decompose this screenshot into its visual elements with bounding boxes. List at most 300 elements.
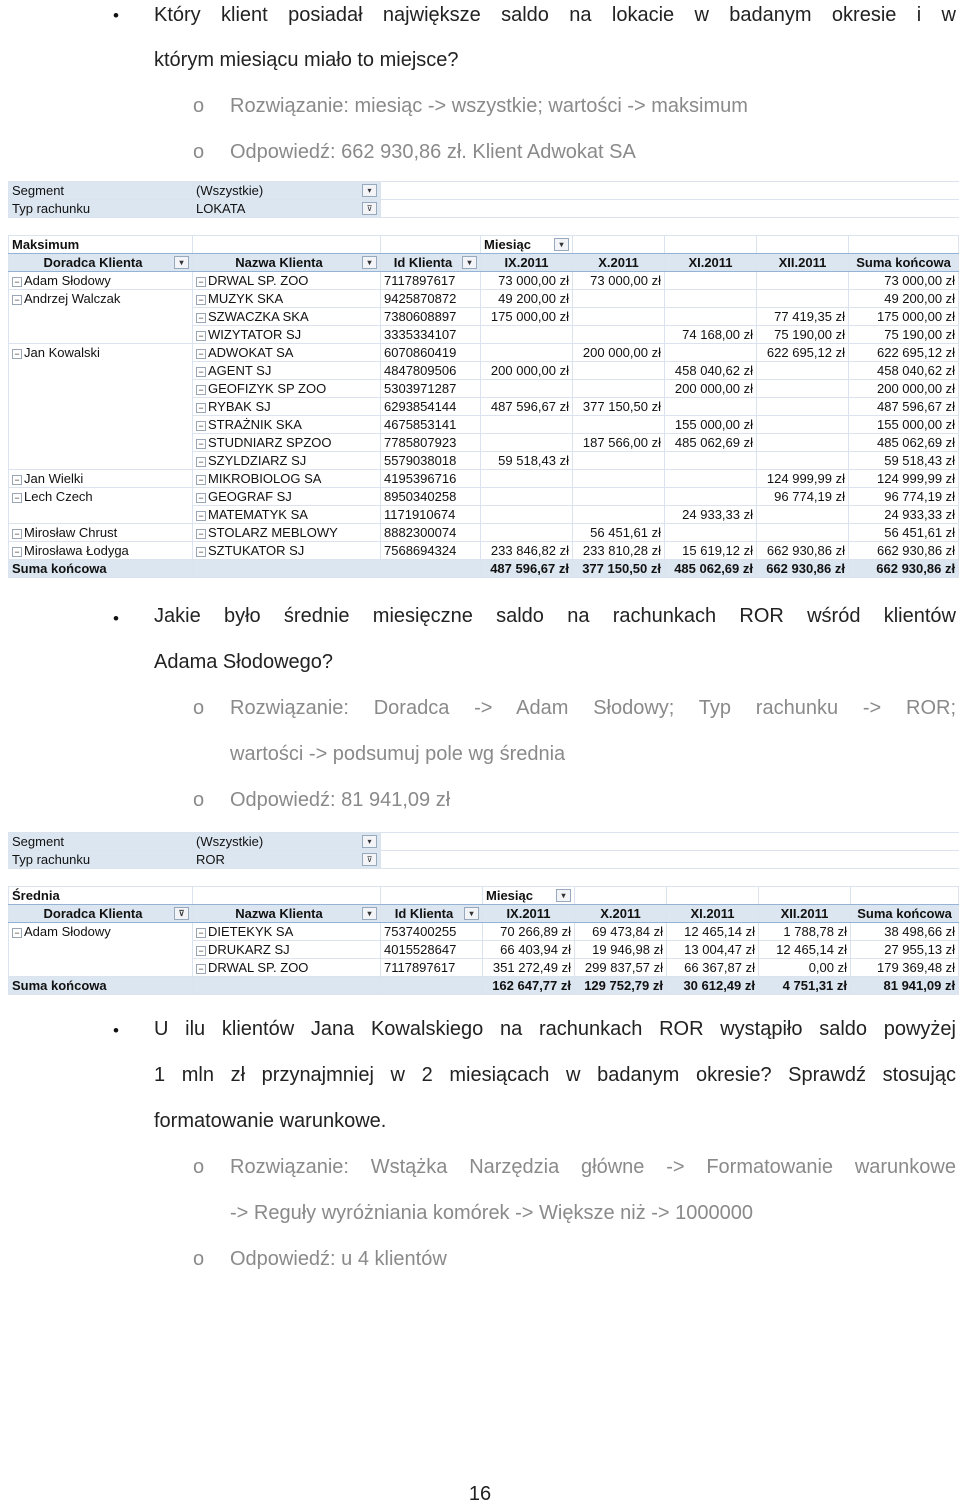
value-cell bbox=[665, 272, 757, 290]
value-cell bbox=[757, 362, 849, 380]
collapse-icon[interactable]: − bbox=[196, 928, 206, 938]
advisor-cell bbox=[9, 398, 193, 416]
client-cell bbox=[193, 923, 381, 941]
grand-total-cell: 56 451,61 zł bbox=[849, 524, 959, 542]
client-name: WIZYTATOR SJ bbox=[208, 327, 302, 342]
question-3-solution-line-1: Rozwiązanie: Wstążka Narzędzia główne -> Formatowanie warunkowe bbox=[230, 1156, 956, 1178]
question-1-answer: Odpowiedź: 662 930,86 zł. Klient Adwokat SA bbox=[230, 141, 636, 163]
value-cell bbox=[573, 362, 665, 380]
column-header-label: Suma końcowa bbox=[856, 255, 951, 270]
column-header-label: Nazwa Klienta bbox=[235, 255, 323, 270]
value-cell bbox=[573, 416, 665, 434]
grand-total-cell: 75 190,00 zł bbox=[849, 326, 959, 344]
grand-total-cell: 200 000,00 zł bbox=[849, 380, 959, 398]
value-cell bbox=[481, 470, 573, 488]
value-cell bbox=[665, 398, 757, 416]
value-cell: 124 999,99 zł bbox=[757, 470, 849, 488]
value-cell: 12 465,14 zł bbox=[759, 941, 851, 959]
column-field[interactable] bbox=[483, 887, 575, 905]
column-header-label: XII.2011 bbox=[780, 906, 829, 921]
collapse-icon[interactable]: − bbox=[196, 964, 206, 974]
column-header-label: IX.2011 bbox=[504, 255, 549, 270]
column-header bbox=[573, 254, 665, 272]
table-row bbox=[9, 416, 959, 434]
client-name: RYBAK SJ bbox=[208, 399, 271, 414]
table-row bbox=[9, 959, 959, 977]
column-header bbox=[575, 905, 667, 923]
value-cell bbox=[573, 290, 665, 308]
table-row bbox=[9, 362, 959, 380]
value-cell: 66 403,94 zł bbox=[483, 941, 575, 959]
grand-total-cell: 622 695,12 zł bbox=[849, 344, 959, 362]
value-cell bbox=[665, 524, 757, 542]
value-cell: 200 000,00 zł bbox=[481, 362, 573, 380]
table-row bbox=[9, 488, 959, 506]
collapse-icon[interactable]: − bbox=[196, 421, 206, 431]
table-row bbox=[9, 452, 959, 470]
value-cell bbox=[573, 470, 665, 488]
collapse-icon[interactable]: − bbox=[196, 946, 206, 956]
column-header-label: IX.2011 bbox=[506, 906, 551, 921]
total-value: 377 150,50 zł bbox=[573, 560, 665, 578]
value-cell: 74 168,00 zł bbox=[665, 326, 757, 344]
column-header[interactable] bbox=[193, 905, 381, 923]
filter-label: Segment bbox=[9, 833, 193, 851]
filter-value-text: (Wszystkie) bbox=[196, 183, 264, 198]
filter-icon[interactable]: ⊽ bbox=[174, 907, 189, 920]
measure-label: Maksimum bbox=[9, 236, 193, 254]
client-id: 5579038018 bbox=[381, 452, 481, 470]
value-cell bbox=[573, 452, 665, 470]
column-header[interactable] bbox=[9, 254, 193, 272]
value-cell bbox=[665, 344, 757, 362]
client-id: 5303971287 bbox=[381, 380, 481, 398]
table-row bbox=[9, 344, 959, 362]
advisor-name: Adam Słodowy bbox=[24, 273, 111, 288]
dropdown-icon[interactable]: ▾ bbox=[362, 907, 377, 920]
client-id: 8882300074 bbox=[381, 524, 481, 542]
grand-total-cell: 49 200,00 zł bbox=[849, 290, 959, 308]
value-cell: 175 000,00 zł bbox=[481, 308, 573, 326]
table-row bbox=[9, 506, 959, 524]
value-cell: 12 465,14 zł bbox=[667, 923, 759, 941]
dropdown-icon[interactable]: ▾ bbox=[556, 889, 571, 902]
sub-bullet-icon: o bbox=[193, 1156, 205, 1178]
column-header-label: X.2011 bbox=[598, 255, 639, 270]
advisor-cell bbox=[9, 308, 193, 326]
client-name: MUZYK SKA bbox=[208, 291, 284, 306]
advisor-cell bbox=[9, 326, 193, 344]
column-header-label: Id Klienta bbox=[393, 255, 453, 270]
advisor-cell bbox=[9, 434, 193, 452]
value-cell: 96 774,19 zł bbox=[757, 488, 849, 506]
value-cell: 13 004,47 zł bbox=[667, 941, 759, 959]
value-cell bbox=[665, 488, 757, 506]
sub-bullet-icon: o bbox=[193, 95, 205, 117]
column-header[interactable] bbox=[381, 254, 481, 272]
client-name: DRUKARZ SJ bbox=[208, 942, 290, 957]
client-id: 4015528647 bbox=[381, 941, 483, 959]
advisor-cell bbox=[9, 470, 193, 488]
client-id: 4847809506 bbox=[381, 362, 481, 380]
client-id: 7117897617 bbox=[381, 959, 483, 977]
collapse-icon[interactable]: − bbox=[196, 475, 206, 485]
client-cell bbox=[193, 488, 381, 506]
client-name: SZTUKATOR SJ bbox=[208, 543, 305, 558]
advisor-name: Jan Kowalski bbox=[24, 345, 100, 360]
question-2-solution-line-1: Rozwiązanie: Doradca -> Adam Słodowy; Typ rachunku -> ROR; bbox=[230, 697, 956, 719]
client-cell bbox=[193, 506, 381, 524]
collapse-icon[interactable]: − bbox=[12, 493, 22, 503]
value-cell: 59 518,43 zł bbox=[481, 452, 573, 470]
collapse-icon[interactable]: − bbox=[196, 313, 206, 323]
dropdown-icon[interactable]: ▾ bbox=[362, 835, 377, 848]
pivot-filter-row bbox=[9, 833, 959, 851]
value-cell: 0,00 zł bbox=[759, 959, 851, 977]
column-header-label: XI.2011 bbox=[690, 906, 735, 921]
question-3-answer: Odpowiedź: u 4 klientów bbox=[230, 1248, 447, 1270]
column-header[interactable] bbox=[381, 905, 483, 923]
value-cell bbox=[481, 506, 573, 524]
client-name: STRAŻNIK SKA bbox=[208, 417, 302, 432]
advisor-cell bbox=[9, 542, 193, 560]
client-name: DRWAL SP. ZOO bbox=[208, 273, 309, 288]
advisor-name: Andrzej Walczak bbox=[24, 291, 121, 306]
grand-total-cell: 155 000,00 zł bbox=[849, 416, 959, 434]
column-header bbox=[759, 905, 851, 923]
column-header-label: X.2011 bbox=[600, 906, 641, 921]
column-field-label: Miesiąc bbox=[486, 888, 533, 903]
table-row bbox=[9, 923, 959, 941]
advisor-cell bbox=[9, 272, 193, 290]
dropdown-icon[interactable]: ▾ bbox=[554, 238, 569, 251]
table-row bbox=[9, 308, 959, 326]
question-3-line-3: formatowanie warunkowe. bbox=[154, 1110, 387, 1132]
column-header bbox=[849, 254, 959, 272]
advisor-cell bbox=[9, 290, 193, 308]
value-cell: 69 473,84 zł bbox=[575, 923, 667, 941]
sub-bullet-icon: o bbox=[193, 1248, 205, 1270]
client-name: MATEMATYK SA bbox=[208, 507, 308, 522]
filter-label: Segment bbox=[9, 182, 193, 200]
collapse-icon[interactable]: − bbox=[196, 457, 206, 467]
grand-total-cell: 485 062,69 zł bbox=[849, 434, 959, 452]
value-cell: 73 000,00 zł bbox=[573, 272, 665, 290]
value-cell: 485 062,69 zł bbox=[665, 434, 757, 452]
filter-label: Typ rachunku bbox=[9, 200, 193, 218]
client-cell bbox=[193, 959, 381, 977]
client-name: ADWOKAT SA bbox=[208, 345, 294, 360]
value-cell: 351 272,49 zł bbox=[483, 959, 575, 977]
pivot-header-row bbox=[9, 887, 959, 905]
measure-label: Średnia bbox=[9, 887, 193, 905]
filter-value[interactable] bbox=[193, 833, 381, 851]
column-field-label: Miesiąc bbox=[484, 237, 531, 252]
client-cell bbox=[193, 434, 381, 452]
filter-icon[interactable]: ⊽ bbox=[362, 853, 377, 866]
total-label: Suma końcowa bbox=[9, 560, 193, 578]
value-cell bbox=[757, 398, 849, 416]
collapse-icon[interactable]: − bbox=[12, 547, 22, 557]
grand-total-cell: 662 930,86 zł bbox=[849, 542, 959, 560]
question-3-line-1: U ilu klientów Jana Kowalskiego na rachunkach ROR wystąpiło saldo powyżej bbox=[154, 1018, 956, 1040]
value-cell: 49 200,00 zł bbox=[481, 290, 573, 308]
table-row bbox=[9, 398, 959, 416]
value-cell bbox=[757, 272, 849, 290]
advisor-cell bbox=[9, 416, 193, 434]
client-cell bbox=[193, 308, 381, 326]
column-header[interactable] bbox=[193, 254, 381, 272]
filter-label: Typ rachunku bbox=[9, 851, 193, 869]
column-header bbox=[483, 905, 575, 923]
question-1-line-1: Który klient posiadał największe saldo na lokacie w badanym okresie i w bbox=[154, 4, 956, 26]
advisor-name: Lech Czech bbox=[24, 489, 93, 504]
collapse-icon[interactable]: − bbox=[196, 529, 206, 539]
client-cell bbox=[193, 290, 381, 308]
value-cell bbox=[573, 380, 665, 398]
client-cell bbox=[193, 470, 381, 488]
value-cell: 15 619,12 zł bbox=[665, 542, 757, 560]
value-cell bbox=[757, 452, 849, 470]
dropdown-icon[interactable]: ▾ bbox=[462, 256, 477, 269]
client-id: 8950340258 bbox=[381, 488, 481, 506]
value-cell bbox=[481, 488, 573, 506]
sub-bullet-icon: o bbox=[193, 789, 205, 811]
client-id: 6070860419 bbox=[381, 344, 481, 362]
pivot-column-headers bbox=[9, 254, 959, 272]
pivot-filter-row bbox=[9, 200, 959, 218]
collapse-icon[interactable]: − bbox=[196, 403, 206, 413]
grand-total-cell: 96 774,19 zł bbox=[849, 488, 959, 506]
value-cell: 458 040,62 zł bbox=[665, 362, 757, 380]
column-field[interactable] bbox=[481, 236, 573, 254]
collapse-icon[interactable]: − bbox=[12, 295, 22, 305]
client-cell bbox=[193, 326, 381, 344]
advisor-cell bbox=[9, 362, 193, 380]
collapse-icon[interactable]: − bbox=[196, 439, 206, 449]
value-cell: 75 190,00 zł bbox=[757, 326, 849, 344]
total-value: 81 941,09 zł bbox=[851, 977, 959, 995]
column-header bbox=[757, 254, 849, 272]
pivot-filter-row bbox=[9, 851, 959, 869]
value-cell bbox=[757, 506, 849, 524]
client-id: 1171910674 bbox=[381, 506, 481, 524]
filter-icon[interactable]: ⊽ bbox=[362, 202, 377, 215]
client-name: DRWAL SP. ZOO bbox=[208, 960, 309, 975]
value-cell: 662 930,86 zł bbox=[757, 542, 849, 560]
column-header-label: Nazwa Klienta bbox=[235, 906, 323, 921]
advisor-cell bbox=[9, 380, 193, 398]
value-cell bbox=[481, 380, 573, 398]
value-cell bbox=[665, 470, 757, 488]
filter-value-text: ROR bbox=[196, 852, 225, 867]
value-cell bbox=[757, 416, 849, 434]
collapse-icon[interactable]: − bbox=[196, 349, 206, 359]
client-cell bbox=[193, 941, 381, 959]
column-header[interactable] bbox=[9, 905, 193, 923]
advisor-name: Jan Wielki bbox=[24, 471, 84, 486]
value-cell: 200 000,00 zł bbox=[665, 380, 757, 398]
filter-value[interactable] bbox=[193, 182, 381, 200]
client-cell bbox=[193, 272, 381, 290]
total-value: 4 751,31 zł bbox=[759, 977, 851, 995]
question-2-answer: Odpowiedź: 81 941,09 zł bbox=[230, 789, 451, 811]
filter-value[interactable] bbox=[193, 851, 381, 869]
client-id: 7380608897 bbox=[381, 308, 481, 326]
dropdown-icon[interactable]: ▾ bbox=[362, 256, 377, 269]
collapse-icon[interactable]: − bbox=[196, 331, 206, 341]
column-header bbox=[851, 905, 959, 923]
advisor-name: Adam Słodowy bbox=[24, 924, 111, 939]
question-2-line-2: Adama Słodowego? bbox=[154, 651, 334, 673]
table-row bbox=[9, 380, 959, 398]
value-cell: 56 451,61 zł bbox=[573, 524, 665, 542]
advisor-cell bbox=[9, 506, 193, 524]
client-name: SZYLDZIARZ SJ bbox=[208, 453, 307, 468]
grand-total-cell: 27 955,13 zł bbox=[851, 941, 959, 959]
value-cell: 155 000,00 zł bbox=[665, 416, 757, 434]
column-header-label: Id Klienta bbox=[394, 906, 454, 921]
grand-total-cell: 59 518,43 zł bbox=[849, 452, 959, 470]
value-cell: 487 596,67 zł bbox=[481, 398, 573, 416]
value-cell bbox=[481, 434, 573, 452]
client-id: 7568694324 bbox=[381, 542, 481, 560]
grand-total-row bbox=[9, 560, 959, 578]
collapse-icon[interactable]: − bbox=[12, 349, 22, 359]
bullet-icon: • bbox=[113, 609, 119, 628]
collapse-icon[interactable]: − bbox=[12, 475, 22, 485]
dropdown-icon[interactable]: ▾ bbox=[464, 907, 479, 920]
client-cell bbox=[193, 398, 381, 416]
grand-total-cell: 24 933,33 zł bbox=[849, 506, 959, 524]
value-cell: 233 810,28 zł bbox=[573, 542, 665, 560]
grand-total-cell: 38 498,66 zł bbox=[851, 923, 959, 941]
client-name: GEOFIZYK SP ZOO bbox=[208, 381, 327, 396]
filter-value-text: LOKATA bbox=[196, 201, 246, 216]
value-cell bbox=[481, 524, 573, 542]
value-cell bbox=[573, 488, 665, 506]
client-cell bbox=[193, 524, 381, 542]
collapse-icon[interactable]: − bbox=[196, 385, 206, 395]
value-cell: 73 000,00 zł bbox=[481, 272, 573, 290]
column-header bbox=[481, 254, 573, 272]
table-row bbox=[9, 542, 959, 560]
table-row bbox=[9, 470, 959, 488]
value-cell bbox=[481, 326, 573, 344]
total-value: 487 596,67 zł bbox=[481, 560, 573, 578]
page-number: 16 bbox=[468, 1483, 492, 1505]
collapse-icon[interactable]: − bbox=[12, 529, 22, 539]
filter-value[interactable] bbox=[193, 200, 381, 218]
client-id: 6293854144 bbox=[381, 398, 481, 416]
question-3-solution-line-2: -> Reguły wyróżniania komórek -> Większe niż -> 1000000 bbox=[230, 1202, 754, 1224]
dropdown-icon[interactable]: ▾ bbox=[362, 184, 377, 197]
collapse-icon[interactable]: − bbox=[196, 493, 206, 503]
value-cell bbox=[665, 290, 757, 308]
total-value: 662 930,86 zł bbox=[849, 560, 959, 578]
column-header bbox=[665, 254, 757, 272]
grand-total-cell: 179 369,48 zł bbox=[851, 959, 959, 977]
value-cell bbox=[757, 524, 849, 542]
bullet-icon: • bbox=[113, 1021, 119, 1040]
advisor-cell bbox=[9, 488, 193, 506]
value-cell bbox=[481, 344, 573, 362]
value-cell: 1 788,78 zł bbox=[759, 923, 851, 941]
value-cell bbox=[757, 380, 849, 398]
total-value: 30 612,49 zł bbox=[667, 977, 759, 995]
value-cell: 622 695,12 zł bbox=[757, 344, 849, 362]
collapse-icon[interactable]: − bbox=[12, 277, 22, 287]
collapse-icon[interactable]: − bbox=[196, 367, 206, 377]
grand-total-row bbox=[9, 977, 959, 995]
question-3-line-2: 1 mln zł przynajmniej w 2 miesiącach w badanym okresie? Sprawdź stosując bbox=[154, 1064, 956, 1086]
value-cell: 233 846,82 zł bbox=[481, 542, 573, 560]
client-name: DIETEKYK SA bbox=[208, 924, 294, 939]
value-cell: 77 419,35 zł bbox=[757, 308, 849, 326]
client-id: 7117897617 bbox=[381, 272, 481, 290]
bullet-icon: • bbox=[113, 6, 119, 25]
value-cell: 187 566,00 zł bbox=[573, 434, 665, 452]
client-cell bbox=[193, 416, 381, 434]
pivot-header-row bbox=[9, 236, 959, 254]
value-cell: 377 150,50 zł bbox=[573, 398, 665, 416]
table-row bbox=[9, 326, 959, 344]
value-cell bbox=[665, 308, 757, 326]
value-cell bbox=[573, 308, 665, 326]
collapse-icon[interactable]: − bbox=[196, 277, 206, 287]
column-header-label: XII.2011 bbox=[778, 255, 827, 270]
client-id: 4675853141 bbox=[381, 416, 481, 434]
client-name: STOLARZ MEBLOWY bbox=[208, 525, 338, 540]
advisor-name: Mirosława Łodyga bbox=[24, 543, 129, 558]
client-name: MIKROBIOLOG SA bbox=[208, 471, 322, 486]
pivot-table-maksimum bbox=[8, 181, 959, 578]
client-cell bbox=[193, 380, 381, 398]
total-label: Suma końcowa bbox=[9, 977, 193, 995]
collapse-icon[interactable]: − bbox=[196, 547, 206, 557]
question-2-solution-line-2: wartości -> podsumuj pole wg średnia bbox=[230, 743, 566, 765]
client-cell bbox=[193, 362, 381, 380]
question-2-line-1: Jakie było średnie miesięczne saldo na rachunkach ROR wśród klientów bbox=[154, 605, 956, 627]
grand-total-cell: 487 596,67 zł bbox=[849, 398, 959, 416]
value-cell bbox=[481, 416, 573, 434]
advisor-cell bbox=[9, 959, 193, 977]
column-header-label: Doradca Klienta bbox=[43, 906, 143, 921]
sub-bullet-icon: o bbox=[193, 697, 205, 719]
collapse-icon[interactable]: − bbox=[196, 511, 206, 521]
grand-total-cell: 73 000,00 zł bbox=[849, 272, 959, 290]
client-id: 4195396716 bbox=[381, 470, 481, 488]
column-header bbox=[667, 905, 759, 923]
grand-total-cell: 124 999,99 zł bbox=[849, 470, 959, 488]
advisor-cell bbox=[9, 344, 193, 362]
client-name: STUDNIARZ SPZOO bbox=[208, 435, 332, 450]
collapse-icon[interactable]: − bbox=[12, 928, 22, 938]
pivot-column-headers bbox=[9, 905, 959, 923]
client-id: 3335334107 bbox=[381, 326, 481, 344]
total-value: 662 930,86 zł bbox=[757, 560, 849, 578]
column-header-label: XI.2011 bbox=[688, 255, 733, 270]
value-cell bbox=[757, 290, 849, 308]
client-cell bbox=[193, 344, 381, 362]
advisor-cell bbox=[9, 941, 193, 959]
collapse-icon[interactable]: − bbox=[196, 295, 206, 305]
table-row bbox=[9, 272, 959, 290]
client-name: AGENT SJ bbox=[208, 363, 272, 378]
table-row bbox=[9, 434, 959, 452]
dropdown-icon[interactable]: ▾ bbox=[174, 256, 189, 269]
table-row bbox=[9, 290, 959, 308]
